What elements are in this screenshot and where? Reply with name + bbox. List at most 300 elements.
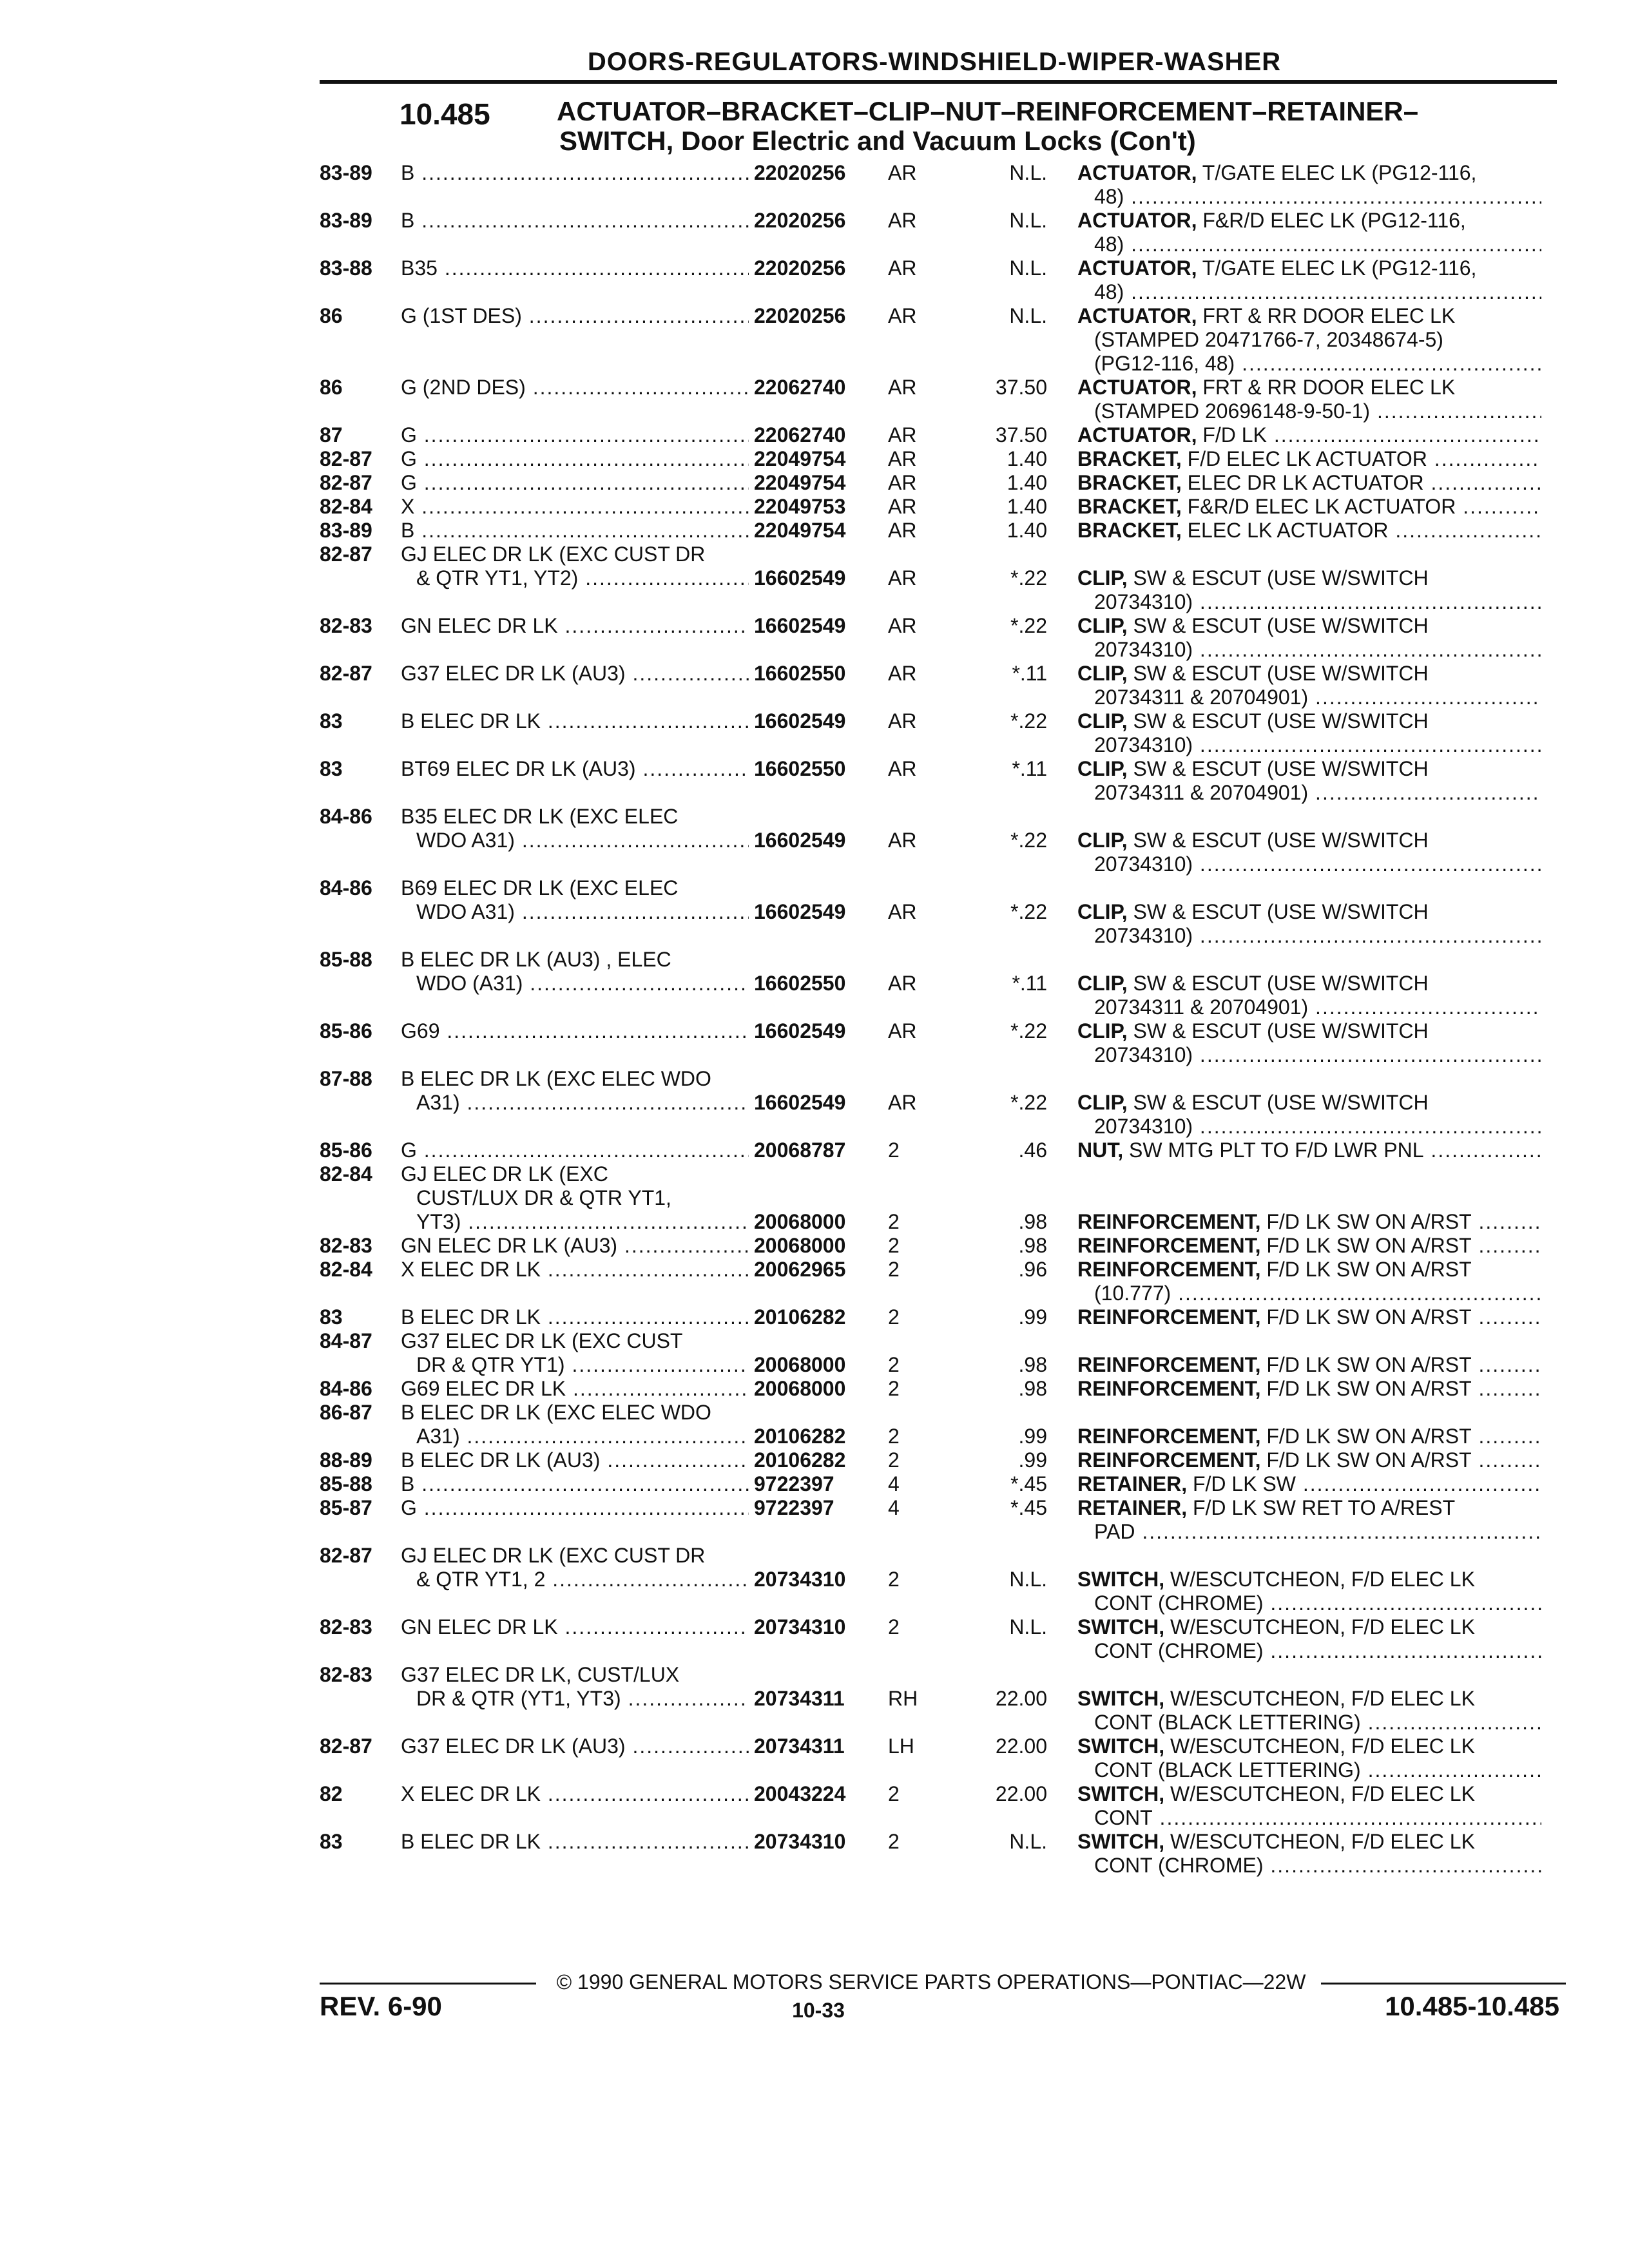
- part-number: 20734310: [754, 1568, 846, 1591]
- parts-row: [0, 662, 1629, 709]
- model-year: 87-88: [320, 1067, 372, 1090]
- part-name-keyword: REINFORCEMENT,: [1077, 1210, 1261, 1233]
- price: N.L.: [1009, 256, 1047, 280]
- part-name-keyword: REINFORCEMENT,: [1077, 1377, 1261, 1400]
- part-name-line: [1077, 495, 1541, 519]
- part-number: 16602549: [754, 614, 846, 637]
- quantity: 2: [888, 1305, 900, 1329]
- application-description: [401, 209, 749, 233]
- part-name-text: 20734310): [1094, 852, 1193, 876]
- part-name-text: CONT (CHROME): [1094, 1639, 1264, 1662]
- part-name-text: SW & ESCUT (USE W/SWITCH: [1127, 900, 1429, 923]
- part-name-line: [1077, 376, 1541, 399]
- parts-row: [0, 1663, 1629, 1734]
- description-line: B ELEC DR LK (EXC ELEC WDO: [401, 1067, 711, 1090]
- part-name-text: 20734311 & 20704901): [1094, 995, 1309, 1019]
- part-name-text: SW & ESCUT (USE W/SWITCH: [1127, 709, 1429, 733]
- model-year: 84-86: [320, 805, 372, 828]
- price: N.L.: [1009, 209, 1047, 232]
- footer-copyright: © 1990 GENERAL MOTORS SERVICE PARTS OPERATIONS—PONTIAC—22W: [556, 1970, 1306, 1994]
- description-line: & QTR YT1, YT2) .....: [401, 566, 749, 590]
- description-line: G .....: [401, 1496, 749, 1520]
- part-name-line: [1077, 304, 1541, 328]
- quantity: LH: [888, 1735, 914, 1758]
- part-name-text: SW & ESCUT (USE W/SWITCH: [1127, 829, 1429, 852]
- part-name: [1077, 1735, 1541, 1782]
- part-name-line: [1077, 161, 1541, 185]
- application-description: [401, 1234, 749, 1258]
- quantity: AR: [888, 1019, 917, 1043]
- description-line: B .....: [401, 1472, 749, 1496]
- part-name-text: F/D LK SW: [1187, 1472, 1296, 1495]
- part-name-text: CONT: [1094, 1806, 1153, 1829]
- price: *.45: [1010, 1496, 1047, 1519]
- part-name-line: [1077, 924, 1541, 948]
- model-year: 88-89: [320, 1448, 372, 1472]
- price: .46: [1018, 1139, 1047, 1162]
- description-line: GN ELEC DR LK (AU3) .....: [401, 1234, 749, 1258]
- parts-row: [0, 1258, 1629, 1305]
- section-title-line-1: ACTUATOR–BRACKET–CLIP–NUT–REINFORCEMENT–RETAINER–: [557, 96, 1419, 126]
- part-name-keyword: REINFORCEMENT,: [1077, 1448, 1261, 1472]
- description-line: G .....: [401, 447, 749, 471]
- quantity: AR: [888, 376, 917, 399]
- part-name-text: W/ESCUTCHEON, F/D ELEC LK: [1164, 1568, 1475, 1591]
- quantity: 2: [888, 1353, 900, 1376]
- part-name-keyword: REINFORCEMENT,: [1077, 1353, 1261, 1376]
- quantity: AR: [888, 662, 917, 685]
- description-line: WDO (A31) .....: [401, 972, 749, 995]
- part-name-text: (PG12-116, 48): [1094, 352, 1235, 375]
- part-name-keyword: ACTUATOR,: [1077, 304, 1197, 327]
- description-line: GN ELEC DR LK .....: [401, 614, 749, 638]
- quantity: 2: [888, 1615, 900, 1639]
- part-number: 16602550: [754, 972, 846, 995]
- part-name-keyword: SWITCH,: [1077, 1615, 1165, 1639]
- part-name-keyword: ACTUATOR,: [1077, 256, 1197, 280]
- price: 1.40: [1007, 495, 1047, 518]
- part-name: [1077, 566, 1541, 614]
- description-line: CUST/LUX DR & QTR YT1,: [416, 1186, 671, 1209]
- part-name-line: [1077, 471, 1541, 495]
- price: N.L.: [1009, 1568, 1047, 1591]
- part-name-text: 20734310): [1094, 733, 1193, 756]
- part-name-text: F/D LK SW ON A/RST: [1260, 1425, 1472, 1448]
- price: N.L.: [1009, 304, 1047, 327]
- description-line: X .....: [401, 495, 749, 519]
- part-name-keyword: CLIP,: [1077, 829, 1128, 852]
- model-year: 83-89: [320, 161, 372, 184]
- parts-row: [0, 423, 1629, 447]
- part-number: 16602549: [754, 900, 846, 923]
- part-name-line: [1077, 1234, 1541, 1258]
- part-number: 22062740: [754, 423, 846, 447]
- part-name-keyword: NUT,: [1077, 1139, 1124, 1162]
- application-description: [401, 948, 749, 995]
- quantity: AR: [888, 900, 917, 923]
- part-number: 20106282: [754, 1425, 846, 1448]
- quantity: RH: [888, 1687, 918, 1710]
- model-year: 82-87: [320, 1544, 372, 1567]
- part-name: [1077, 495, 1541, 519]
- part-name-keyword: ACTUATOR,: [1077, 161, 1197, 184]
- part-name-line: [1077, 1258, 1541, 1282]
- part-name-line: [1077, 590, 1541, 614]
- model-year: 86: [320, 376, 343, 399]
- parts-row: [0, 1377, 1629, 1401]
- quantity: AR: [888, 972, 917, 995]
- part-name-keyword: ACTUATOR,: [1077, 209, 1197, 232]
- quantity: 2: [888, 1139, 900, 1162]
- quantity: AR: [888, 519, 917, 542]
- part-name: [1077, 614, 1541, 662]
- application-description: [401, 1544, 749, 1591]
- part-name-text: SW & ESCUT (USE W/SWITCH: [1127, 614, 1429, 637]
- description-line: B35 ELEC DR LK (EXC ELEC: [401, 805, 679, 828]
- model-year: 86-87: [320, 1401, 372, 1424]
- description-line: B ELEC DR LK .....: [401, 1305, 749, 1329]
- description-line: G69 .....: [401, 1019, 749, 1043]
- part-name: [1077, 709, 1541, 757]
- application-description: [401, 1019, 749, 1043]
- parts-row: [0, 1305, 1629, 1329]
- parts-row: [0, 376, 1629, 423]
- model-year: 82-84: [320, 495, 372, 518]
- quantity: AR: [888, 709, 917, 733]
- part-name: [1077, 256, 1541, 304]
- part-number: 22020256: [754, 209, 846, 232]
- part-name-text: SW MTG PLT TO F/D LWR PNL: [1123, 1139, 1424, 1162]
- part-name: [1077, 829, 1541, 876]
- description-line: G .....: [401, 423, 749, 447]
- quantity: 2: [888, 1782, 900, 1805]
- parts-row: [0, 161, 1629, 209]
- part-name-text: 48): [1094, 185, 1124, 208]
- part-name-text: SW & ESCUT (USE W/SWITCH: [1127, 757, 1429, 780]
- part-name-keyword: BRACKET,: [1077, 471, 1182, 494]
- part-name-line: [1077, 1615, 1541, 1639]
- part-name-line: [1077, 1091, 1541, 1115]
- part-name: [1077, 972, 1541, 1019]
- price: .98: [1018, 1353, 1047, 1376]
- part-name-text: F/D LK SW ON A/RST: [1260, 1258, 1472, 1281]
- part-name-line: [1077, 1711, 1541, 1735]
- description-line: YT3) .....: [401, 1210, 749, 1234]
- part-name-line: [1077, 972, 1541, 995]
- part-name-keyword: CLIP,: [1077, 662, 1128, 685]
- quantity: AR: [888, 209, 917, 232]
- model-year: 84-86: [320, 876, 372, 899]
- model-year: 82-83: [320, 1615, 372, 1639]
- part-name-keyword: SWITCH,: [1077, 1687, 1165, 1710]
- parts-row: [0, 876, 1629, 947]
- parts-row: [0, 1496, 1629, 1544]
- model-year: 86: [320, 304, 343, 327]
- description-line: G37 ELEC DR LK (AU3) .....: [401, 662, 749, 686]
- part-name-keyword: SWITCH,: [1077, 1782, 1165, 1805]
- part-name-keyword: SWITCH,: [1077, 1735, 1165, 1758]
- application-description: [401, 1305, 749, 1329]
- part-name-text: W/ESCUTCHEON, F/D ELEC LK: [1164, 1615, 1475, 1639]
- part-name-keyword: ACTUATOR,: [1077, 423, 1197, 447]
- parts-row: [0, 1472, 1629, 1496]
- parts-row: [0, 209, 1629, 256]
- parts-row: [0, 471, 1629, 495]
- part-name-keyword: CLIP,: [1077, 972, 1128, 995]
- part-name-text: PAD: [1094, 1520, 1135, 1543]
- part-name-text: CONT (CHROME): [1094, 1854, 1264, 1877]
- price: *.45: [1010, 1472, 1047, 1495]
- part-name-keyword: REINFORCEMENT,: [1077, 1425, 1261, 1448]
- part-name-keyword: CLIP,: [1077, 709, 1128, 733]
- application-description: [401, 1615, 749, 1639]
- price: 1.40: [1007, 447, 1047, 470]
- part-name-keyword: CLIP,: [1077, 1091, 1128, 1114]
- application-description: [401, 1472, 749, 1496]
- model-year: 82-84: [320, 1258, 372, 1281]
- application-description: [401, 1067, 749, 1115]
- part-name: [1077, 304, 1541, 376]
- quantity: AR: [888, 1091, 917, 1114]
- application-description: [401, 1663, 749, 1711]
- part-name-text: ELEC LK ACTUATOR: [1181, 519, 1389, 542]
- quantity: 2: [888, 1448, 900, 1472]
- part-name-text: SW & ESCUT (USE W/SWITCH: [1127, 566, 1429, 590]
- part-name-line: [1077, 1139, 1541, 1162]
- part-number: 20734311: [754, 1687, 845, 1710]
- application-description: [401, 1139, 749, 1162]
- page-header: DOORS-REGULATORS-WINDSHIELD-WIPER-WASHER: [587, 48, 1282, 76]
- parts-row: [0, 805, 1629, 876]
- price: 37.50: [995, 423, 1047, 447]
- parts-row: [0, 1830, 1629, 1878]
- part-name-text: 20734310): [1094, 1043, 1193, 1066]
- part-name: [1077, 519, 1541, 543]
- quantity: AR: [888, 423, 917, 447]
- model-year: 82-87: [320, 471, 372, 494]
- part-name-line: [1077, 733, 1541, 757]
- part-name-keyword: REINFORCEMENT,: [1077, 1258, 1261, 1281]
- quantity: 2: [888, 1234, 900, 1257]
- part-name-line: [1077, 352, 1541, 376]
- model-year: 82-83: [320, 1234, 372, 1257]
- price: *.22: [1010, 709, 1047, 733]
- model-year: 82-87: [320, 662, 372, 685]
- part-name-text: F/D LK SW ON A/RST: [1260, 1305, 1472, 1329]
- part-name-line: [1077, 447, 1541, 471]
- part-name: [1077, 1830, 1541, 1878]
- description-line: X ELEC DR LK .....: [401, 1258, 749, 1282]
- part-name-text: FRT & RR DOOR ELEC LK: [1197, 304, 1456, 327]
- part-name-line: [1077, 256, 1541, 280]
- price: .99: [1018, 1425, 1047, 1448]
- part-name: [1077, 209, 1541, 256]
- part-name-line: [1077, 709, 1541, 733]
- model-year: 82-87: [320, 1735, 372, 1758]
- part-name-text: 20734310): [1094, 590, 1193, 613]
- part-name-text: F/D LK SW ON A/RST: [1260, 1353, 1472, 1376]
- part-name-line: [1077, 1425, 1541, 1448]
- part-name-text: W/ESCUTCHEON, F/D ELEC LK: [1164, 1735, 1475, 1758]
- price: *.22: [1010, 1019, 1047, 1043]
- application-description: [401, 447, 749, 471]
- description-line: B ELEC DR LK (AU3) , ELEC: [401, 948, 671, 971]
- parts-row: [0, 1162, 1629, 1234]
- part-name-line: [1077, 852, 1541, 876]
- part-name-line: [1077, 829, 1541, 852]
- description-line: BT69 ELEC DR LK (AU3) .....: [401, 757, 749, 781]
- parts-row: [0, 519, 1629, 543]
- description-line: A31) .....: [401, 1091, 749, 1115]
- part-name-text: F/D LK SW ON A/RST: [1260, 1234, 1472, 1257]
- part-name-text: 20734310): [1094, 1115, 1193, 1138]
- part-number: 22049754: [754, 447, 846, 470]
- description-line: GJ ELEC DR LK (EXC CUST DR: [401, 1544, 706, 1567]
- application-description: [401, 1496, 749, 1520]
- part-name-keyword: BRACKET,: [1077, 495, 1182, 518]
- part-name: [1077, 1496, 1541, 1544]
- model-year: 82-84: [320, 1162, 372, 1186]
- application-description: [401, 1782, 749, 1806]
- part-name-line: [1077, 209, 1541, 233]
- part-name: [1077, 1687, 1541, 1735]
- part-number: 22020256: [754, 304, 846, 327]
- description-line: G .....: [401, 1139, 749, 1162]
- parts-row: [0, 304, 1629, 376]
- price: *.11: [1012, 662, 1047, 685]
- part-number: 20068000: [754, 1377, 846, 1400]
- part-name-keyword: RETAINER,: [1077, 1472, 1188, 1495]
- price: *.11: [1012, 757, 1047, 780]
- description-line: G69 ELEC DR LK .....: [401, 1377, 749, 1401]
- application-description: [401, 662, 749, 686]
- part-name-text: F/D ELEC LK ACTUATOR: [1181, 447, 1427, 470]
- part-name-text: T/GATE ELEC LK (PG12-116,: [1197, 256, 1477, 280]
- part-name: [1077, 1019, 1541, 1067]
- part-name-line: [1077, 280, 1541, 304]
- part-name: [1077, 1258, 1541, 1305]
- part-number: 16602549: [754, 829, 846, 852]
- part-name-text: 20734310): [1094, 924, 1193, 947]
- price: *.22: [1010, 829, 1047, 852]
- description-line: B ELEC DR LK .....: [401, 1830, 749, 1854]
- part-name: [1077, 1305, 1541, 1329]
- parts-row: [0, 447, 1629, 471]
- part-name-text: SW & ESCUT (USE W/SWITCH: [1127, 662, 1429, 685]
- application-description: [401, 1735, 749, 1758]
- part-name-text: FRT & RR DOOR ELEC LK: [1197, 376, 1456, 399]
- part-name: [1077, 1425, 1541, 1448]
- parts-row: [0, 1329, 1629, 1377]
- part-name-keyword: REINFORCEMENT,: [1077, 1234, 1261, 1257]
- part-name-line: [1077, 1782, 1541, 1806]
- price: *.11: [1012, 972, 1047, 995]
- application-description: [401, 1329, 749, 1377]
- model-year: 82-87: [320, 543, 372, 566]
- parts-row: [0, 1234, 1629, 1258]
- quantity: AR: [888, 471, 917, 494]
- quantity: AR: [888, 566, 917, 590]
- part-name-line: [1077, 1305, 1541, 1329]
- part-name-line: [1077, 399, 1541, 423]
- part-name-line: [1077, 1520, 1541, 1544]
- parts-row: [0, 543, 1629, 613]
- part-number: 9722397: [754, 1472, 834, 1495]
- part-name-text: CONT (BLACK LETTERING): [1094, 1711, 1361, 1734]
- part-name-keyword: SWITCH,: [1077, 1568, 1165, 1591]
- part-name-line: [1077, 1854, 1541, 1878]
- description-line: G (1ST DES) .....: [401, 304, 749, 328]
- price: N.L.: [1009, 1615, 1047, 1639]
- application-description: [401, 161, 749, 185]
- part-name-line: [1077, 566, 1541, 590]
- part-name-text: SW & ESCUT (USE W/SWITCH: [1127, 972, 1429, 995]
- quantity: 2: [888, 1210, 900, 1233]
- part-number: 20068000: [754, 1210, 846, 1233]
- quantity: 4: [888, 1496, 900, 1519]
- application-description: [401, 757, 749, 781]
- application-description: [401, 1162, 749, 1234]
- part-name-text: SW & ESCUT (USE W/SWITCH: [1127, 1091, 1429, 1114]
- part-name-keyword: CLIP,: [1077, 1019, 1128, 1043]
- part-name-line: [1077, 1210, 1541, 1234]
- part-name-text: (10.777): [1094, 1282, 1171, 1305]
- part-name-text: (STAMPED 20471766-7, 20348674-5): [1094, 328, 1443, 351]
- part-name-line: [1077, 1687, 1541, 1711]
- price: 1.40: [1007, 519, 1047, 542]
- application-description: [401, 1258, 749, 1282]
- part-name-line: [1077, 1758, 1541, 1782]
- quantity: AR: [888, 614, 917, 637]
- description-line: DR & QTR (YT1, YT3) .....: [401, 1687, 749, 1711]
- model-year: 83: [320, 757, 343, 780]
- description-line: B69 ELEC DR LK (EXC ELEC: [401, 876, 679, 899]
- parts-row: [0, 948, 1629, 1019]
- price: .99: [1018, 1448, 1047, 1472]
- part-name-keyword: CLIP,: [1077, 566, 1128, 590]
- application-description: [401, 376, 749, 399]
- part-name-text: CONT (BLACK LETTERING): [1094, 1758, 1361, 1782]
- price: *.22: [1010, 1091, 1047, 1114]
- part-name-keyword: CLIP,: [1077, 900, 1128, 923]
- application-description: [401, 709, 749, 733]
- parts-row: [0, 256, 1629, 304]
- part-name: [1077, 1568, 1541, 1615]
- part-number: 22049753: [754, 495, 846, 518]
- application-description: [401, 1377, 749, 1401]
- part-name-text: 20734310): [1094, 638, 1193, 661]
- part-name: [1077, 1234, 1541, 1258]
- application-description: [401, 471, 749, 495]
- part-name: [1077, 757, 1541, 805]
- description-line: GJ ELEC DR LK (EXC CUST DR: [401, 543, 706, 566]
- description-line: B ELEC DR LK (EXC ELEC WDO: [401, 1401, 711, 1424]
- parts-row: [0, 757, 1629, 805]
- description-line: WDO A31) .....: [401, 900, 749, 924]
- quantity: AR: [888, 161, 917, 184]
- part-number: 22049754: [754, 471, 846, 494]
- price: .98: [1018, 1377, 1047, 1400]
- part-name: [1077, 1210, 1541, 1234]
- part-name-line: [1077, 1448, 1541, 1472]
- part-name-line: [1077, 423, 1541, 447]
- part-name-text: 48): [1094, 233, 1124, 256]
- description-line: G37 ELEC DR LK (EXC CUST: [401, 1329, 683, 1352]
- part-name: [1077, 1472, 1541, 1496]
- part-name-keyword: BRACKET,: [1077, 447, 1182, 470]
- price: *.22: [1010, 900, 1047, 923]
- application-description: [401, 423, 749, 447]
